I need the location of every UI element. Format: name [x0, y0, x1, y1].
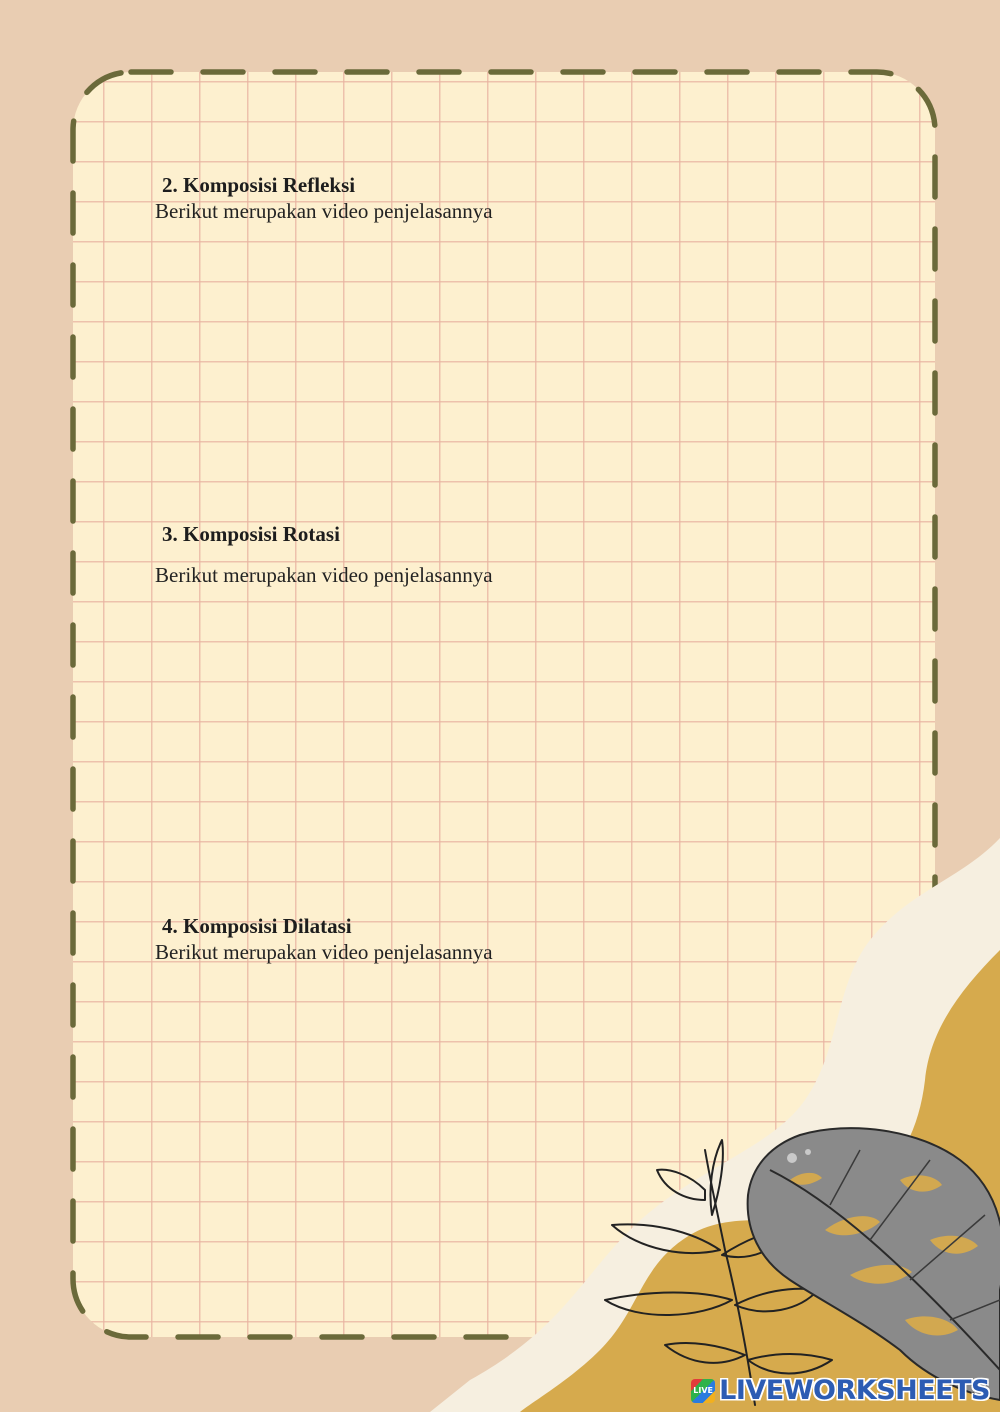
section-title: 3. Komposisi Rotasi: [162, 522, 340, 546]
liveworksheets-logo-icon: LIVE: [691, 1379, 715, 1403]
section-title: 4. Komposisi Dilatasi: [162, 914, 352, 938]
section-description: Berikut merupakan video penjelasannya: [155, 199, 493, 223]
liveworksheets-brand: [691, 1375, 990, 1406]
section-description: Berikut merupakan video penjelasannya: [155, 940, 493, 964]
brand-name: LIVEWORKSHEETS: [719, 1375, 990, 1406]
section-description: Berikut merupakan video penjelasannya: [155, 563, 493, 587]
section-title: 2. Komposisi Refleksi: [162, 173, 356, 197]
